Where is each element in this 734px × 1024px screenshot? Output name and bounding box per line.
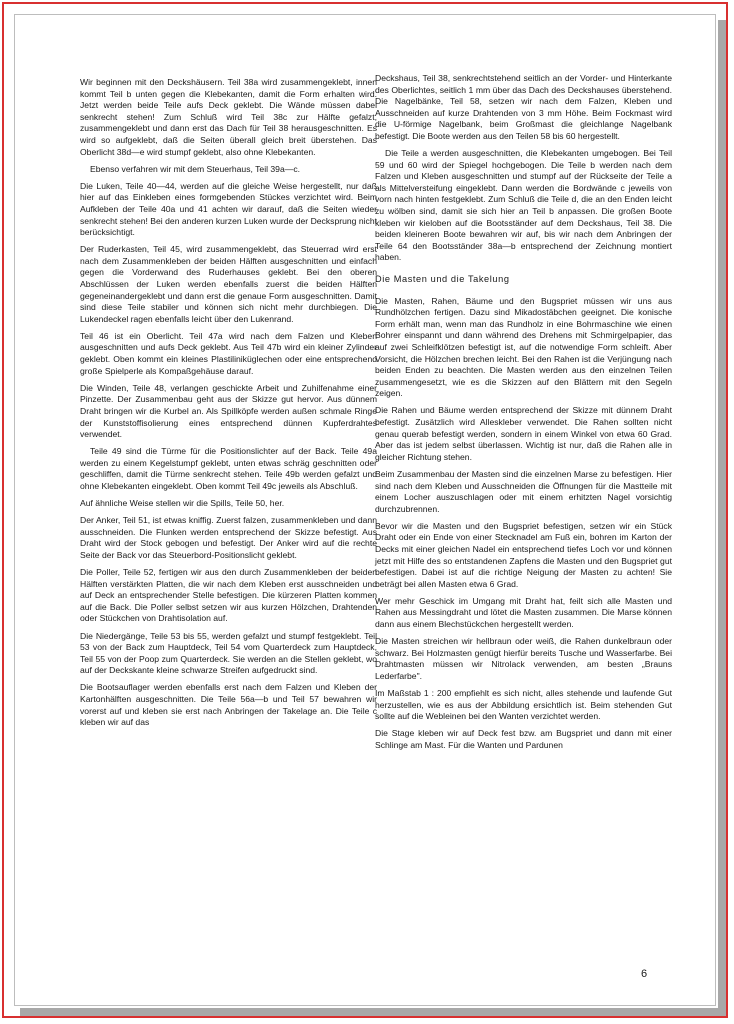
paragraph: Beim Zusammenbau der Masten sind die einzelnen Marse zu befestigen. Hier sind nach dem Kleben und Ausschneiden die Öffnungen für die Mastteile mit einem Locher auszuschlagen oder mit einem erhitzten Nagel vorsichtig durchzubrennen. bbox=[375, 468, 672, 514]
paragraph: Wir beginnen mit den Deckshäusern. Teil 38a wird zusammengeklebt, innen kommt Teil b unten gegen die Klebekanten, damit die Form erhalten wird. Jetzt werden beide Teile aufs Deck geklebt. Die Wände müssen dabei senkrecht stehen! Zum Schluß wird Teil 38c zur Hälfte gefalzt, zusammengeklebt und dann erst das Dach für Teil 38 herausgeschnitten. Es wird so aufgeklebt, daß die Seiten überall gleich breit überstehen. Das Oberlicht 38d—e wird stumpf geklebt, also ohne Klebekanten. bbox=[80, 77, 377, 157]
section-heading: Die Masten und die Takelung bbox=[375, 274, 510, 284]
paragraph: Ebenso verfahren wir mit dem Steuerhaus, Teil 39a—c. bbox=[90, 163, 301, 174]
paragraph: Bevor wir die Masten und den Bugspriet befestigen, setzen wir ein Stück Draht oder ein Ende von einer Stecknadel am Fuß ein, bohren im Karton der Decks mit einer gleichen Nadel ein entsprechend tiefes Loch vor und können jetzt mit Hilfe des so entstandenen Zapfens die Masten und den Bugspriet gut befestigen. Dabei ist auf die richtige Neigung der Masten zu achten! Sie beträgt bei allen Masten etwa 6 Grad. bbox=[375, 520, 672, 589]
paragraph: Die Winden, Teile 48, verlangen geschickte Arbeit und Zuhilfenahme einer Pinzette. Der Zusammenbau geht aus der Skizze gut hervor. Aus dünnem Draht bringen wir die Kurbel an. Als Spillköpfe werden außen schmale Ringe der Kunststoffisolierung eines entsprechend dünnen Kupferdrahtes verwendet. bbox=[80, 382, 377, 440]
paragraph: Die Stage kleben wir auf Deck fest bzw. am Bugspriet und dann mit einer Schlinge am Mast. Für die Wanten und Pardunen bbox=[375, 728, 672, 750]
paragraph: Im Maßstab 1 : 200 empfiehlt es sich nicht, alles stehende und laufende Gut herzustellen, wie es aus der Abbildung ersichtlich ist. Beim stehenden Gut sollte auf die Webleinen bei den Wanten verzichtet werden. bbox=[375, 688, 672, 722]
paragraph: Die Teile a werden ausgeschnitten, die Klebekanten umgebogen. Bei Teil 59 und 60 wird der Spiegel hochgebogen. Die Teile b werden nach dem Falzen und Kleben ausgeschnitten und stumpf auf der Rückseite der Teile a als Mittelversteifung eingeklebt. Dann werden die Bordwände c jeweils von vorn nach hinten festgeklebt. Zum Schluß die Teile d, die an den Enden leicht zu wölben sind, damit sie sich hier an Teil b anpassen. Die großen Boote kleben wir kieloben auf die Bootsständer auf dem Deckshaus, Teil 38. Die beiden kleineren Boote bewahren wir auf, bis wir nach dem Anbringen der Teile 64 den Bootsständer 38a—b entsprechend der Zeichnung montiert haben. bbox=[375, 148, 672, 263]
paragraph: Die Poller, Teile 52, fertigen wir aus den durch Zusammenkleben der beiden Hälften verstärkten Platten, die wir nach dem Kleben erst ausschneiden und auf Deck an entsprechender Stelle befestigen. Die kürzeren Platten kommen auf die Back. Die Poller selbst setzen wir aus kurzen Hölzchen, Drahtenden oder Stückchen von Drahtisolation auf. bbox=[80, 567, 377, 624]
paragraph: Die Niedergänge, Teile 53 bis 55, werden gefalzt und stumpf festgeklebt. Teil 53 von der Back zum Hauptdeck, Teil 54 vom Quarterdeck zum Hauptdeck, Teil 55 von der Poop zum Quarterdeck. Sie werden an die Stellen geklebt, wo auf der Deckskante kleine schwarze Streifen aufgedruckt sind. bbox=[80, 630, 377, 676]
paragraph: Wer mehr Geschick im Umgang mit Draht hat, feilt sich alle Masten und Rahen aus Messingdraht und lötet die Masten zusammen. Die Marse können dann aus einem Blechstückchen hergestellt werden. bbox=[375, 595, 672, 630]
paragraph: Der Ruderkasten, Teil 45, wird zusammengeklebt, das Steuerrad wird erst nach dem Zusammenkleben der beiden Hälften ausgeschnitten und einfach gegen die Vorderwand des Ruderhauses geklebt. Bei den oberen Abschlüssen der Luken werden ebenfalls zuerst die beiden Hälften gegeneinandergeklebt und dann erst die genaue Form ausgeschnitten. Damit sind diese Teile stabiler und können sich nicht mehr durchbiegen. Die Lukendeckel ragen ebenfalls leicht über den Lukenrand. bbox=[80, 244, 377, 324]
paragraph: Teil 46 ist ein Oberlicht. Teil 47a wird nach dem Falzen und Kleben ausgeschnitten und aufs Deck geklebt. Aus Teil 47b wird ein kleiner Zylinder geklebt. Oben kommt ein kleines Plastiliniküglechen oder eine entsprechend große Spielperle als Kompaßgehäuse darauf. bbox=[80, 330, 377, 376]
paragraph: Die Masten streichen wir hellbraun oder weiß, die Rahen dunkelbraun oder schwarz. Bei Holzmasten genügt hierfür bereits Tusche und Wasserfarbe. Bei Drahtmasten müssen wir Nitrolack verwenden, am besten „Brauns Lederfarbe". bbox=[375, 636, 672, 681]
paragraph: Deckshaus, Teil 38, senkrechtstehend seitlich an der Vorder- und Hinterkante des Oberlichtes, seitlich 1 mm über das Dach des Deckshauses überstehend. Die Nagelbänke, Teil 58, setzen wir nach dem Falzen, Kleben und Ausschneiden auf kurze Drahtenden von 3 mm Höhe. Beim Fockmast wird die U-förmige Nagelbank, beim Großmast die gleichlange Nagelbank befestigt. Die Boote werden aus den Teilen 58 bis 60 hergestellt. bbox=[375, 73, 672, 141]
paragraph: Auf ähnliche Weise stellen wir die Spills, Teile 50, her. bbox=[80, 498, 285, 509]
document-page bbox=[14, 14, 716, 1006]
paragraph: Die Bootsauflager werden ebenfalls erst nach dem Falzen und Kleben der Kartonhälften ausgeschnitten. Die Teile 56a—b und Teil 57 bewahren wir vorerst auf und kleben sie erst nach Anbringen der Takelage an. Die Teile c kleben wir auf das bbox=[80, 682, 377, 728]
paragraph: Die Masten, Rahen, Bäume und den Bugspriet müssen wir uns aus Rundhölzchen fertigen. Dazu sind Mikadostäbchen geeignet. Die konische Form erhält man, wenn man das Rundholz in eine Bohrmaschine wie einen Bohrer einspannt und dann während des Drehens mit Schmirgelpapier, das auf zwei Schleifklötzen befestigt ist, auf die notwendige Form schleift. Aber Vorsicht, die Hölzchen brechen leicht. Bei den Rahen ist die Verjüngung nach beiden Enden zu beachten. Die Masten werden aus den einzelnen Teilen zusammengesetzt, wie es die Skizzen auf den Blättern mit den Segeln zeigen. bbox=[375, 295, 672, 399]
paragraph: Teile 49 sind die Türme für die Positionslichter auf der Back. Teile 49a werden zu einem Kegelstumpf geklebt, unten etwas schräg geschnitten oder geschliffen, damit die Türme senkrecht stehen. Teile 49b werden gefalzt und ohne Klebekanten eingeklebt. Oben kommt Teil 49c jeweils als Abschluß. bbox=[80, 446, 377, 491]
paragraph: Die Luken, Teile 40—44, werden auf die gleiche Weise hergestellt, nur daß hier auf das Einkleben eines formgebenden Stückes verzichtet wird. Beim Aufkleben der Teile 40a und 41 achten wir darauf, daß die Seiten wieder senkrecht stehen! Bei den anderen kurzen Luken wurde der Decksprung nicht berücksichtigt. bbox=[80, 180, 377, 238]
page-number: 6 bbox=[641, 968, 648, 980]
left-column bbox=[80, 77, 377, 734]
paragraph: Der Anker, Teil 51, ist etwas kniffig. Zuerst falzen, zusammenkleben und dann ausschneiden. Die Flunken werden entsprechend der Skizze befestigt. Aus Draht wird der Stock gebogen und befestigt. Der Anker wird auf die rechte Seite der Back vor das Steuerbord-Positionslicht geklebt. bbox=[80, 515, 377, 560]
paragraph: Die Rahen und Bäume werden entsprechend der Skizze mit dünnem Draht befestigt. Zusätzlich wird Alleskleber verwendet. Die Rahen sollten nicht genau querab befestigt werden, sondern in einem Winkel von etwa 60 Grad. Aber das ist jedem selbst überlassen. Wichtig ist nur, daß die Rahen alle in gleicher Richtung stehen. bbox=[375, 405, 672, 462]
right-column bbox=[375, 73, 672, 757]
